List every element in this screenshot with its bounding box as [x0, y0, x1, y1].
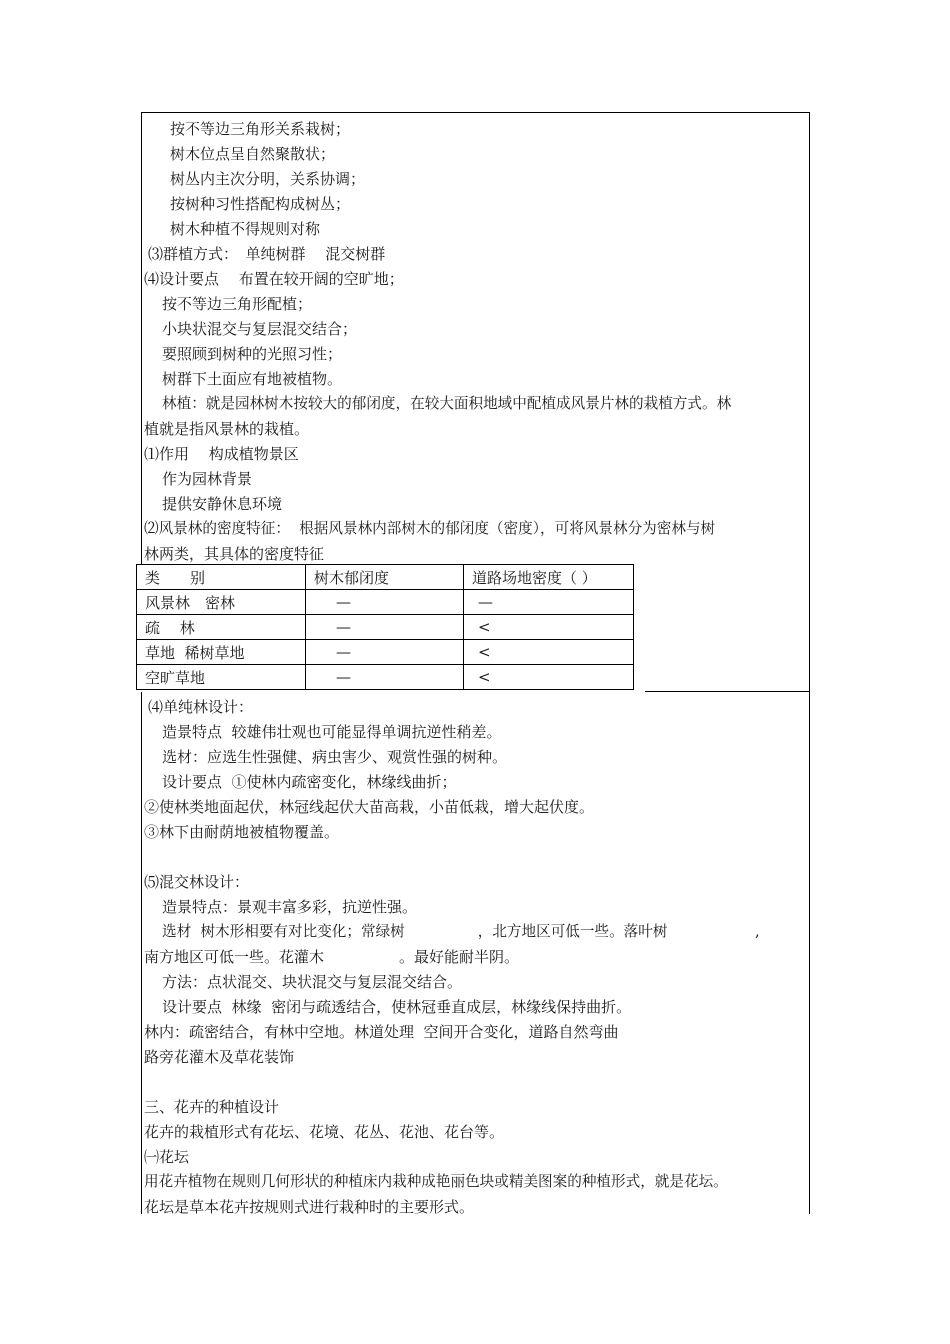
subsection-heading: ㈠花坛 [144, 1148, 190, 1166]
table-header-cell: 树木郁闭度 [306, 565, 464, 590]
text-line: 设计要点 ①使林内疏密变化，林缘线曲折； [162, 773, 457, 791]
text-line: ⑷单纯林设计： [148, 698, 254, 716]
text-line: 林两类，其具体的密度特征 [144, 545, 325, 563]
table-cell: < [464, 615, 634, 640]
text-line: 林内：疏密结合，有林中空地。林道处理 空间开合变化，道路自然弯曲 [144, 1023, 619, 1041]
text-line: ⑵风景林的密度特征： 根据风景林内部树木的郁闭度（密度），可将风景林分为密林与树 [144, 520, 716, 537]
text-line: 树丛内主次分明，关系协调； [170, 170, 366, 188]
table-right-border [809, 112, 810, 1214]
text-line: 植就是指风景林的栽植。 [144, 420, 310, 438]
text-line: 作为园林背景 [162, 470, 253, 488]
text-line: 树木位点呈自然聚散状； [170, 145, 336, 163]
table-row [137, 665, 634, 690]
table-cell: — [306, 665, 464, 690]
text-line: 设计要点 林缘 密闭与疏透结合，使林冠垂直成层，林缘线保持曲折。 [162, 998, 632, 1016]
table-row [137, 590, 634, 615]
table-cell: 风景林 密林 [137, 590, 306, 615]
table-left-border-lower [141, 692, 142, 1214]
text-line: 南方地区可低一些。花灌木 。最好能耐半阴。 [144, 948, 520, 966]
text-line: 林植：就是园林树木按较大的郁闭度，在较大面积地域中配植成风景片林的栽植方式。林 [162, 395, 732, 412]
text-line: ②使林类地面起伏，林冠线起伏大苗高栽，小苗低栽，增大起伏度。 [144, 798, 595, 816]
text-line: ⑷设计要点 布置在较开阔的空旷地； [144, 270, 404, 288]
table-cell: 草地 稀树草地 [137, 640, 306, 665]
text-line: 按不等边三角形配植； [162, 295, 313, 313]
text-line: 要照顾到树种的光照习性； [162, 345, 343, 363]
table-top-border [141, 112, 810, 113]
table-cell: — [464, 590, 634, 615]
text-line: ⑸混交林设计： [144, 873, 250, 891]
density-table [136, 564, 634, 690]
text-line: 按树种习性搭配构成树丛； [170, 195, 351, 213]
text-line: 选材 树木形相要有对比变化；常绿树 ，北方地区可低一些。落叶树 , [162, 923, 760, 940]
table-cell: 疏 林 [137, 615, 306, 640]
table-cell: — [306, 590, 464, 615]
table-left-border-upper [141, 112, 142, 564]
text-line: 按不等边三角形关系栽树； [170, 120, 351, 138]
text-line: 花坛是草本花卉按规则式进行栽种时的主要形式。 [144, 1198, 475, 1216]
text-line: 方法：点状混交、块状混交与复层混交结合。 [162, 973, 463, 991]
table-row [137, 615, 634, 640]
text-line: 树群下土面应有地被植物。 [162, 370, 343, 388]
text-line: 造景特点：景观丰富多彩，抗逆性强。 [162, 898, 418, 916]
text-line: 造景特点 较雄伟壮观也可能显得单调抗逆性稍差。 [162, 723, 502, 741]
table-cell: — [306, 640, 464, 665]
text-line: 树木种植不得规则对称 [170, 220, 321, 238]
text-line: ⑶群植方式： 单纯树群 混交树群 [148, 245, 386, 263]
text-line: 选材：应选生性强健、病虫害少、观赏性强的树种。 [162, 748, 508, 766]
table-inner-border [645, 691, 810, 692]
text-line: ③林下由耐荫地被植物覆盖。 [144, 823, 340, 841]
table-row [137, 640, 634, 665]
text-line: 花卉的栽植形式有花坛、花境、花丛、花池、花台等。 [144, 1123, 505, 1141]
text-line: ⑴作用 构成植物景区 [144, 445, 299, 463]
table-cell: 空旷草地 [137, 665, 306, 690]
table-header-cell: 类 别 [137, 565, 306, 590]
text-line: 路旁花灌木及草花装饰 [144, 1048, 295, 1066]
table-header-cell: 道路场地密度（ ） [464, 565, 634, 590]
text-line: 小块状混交与复层混交结合； [162, 320, 358, 338]
table-cell: < [464, 665, 634, 690]
text-line: 用花卉植物在规则几何形状的种植床内栽种成艳丽色块或精美图案的种植形式，就是花坛。 [144, 1173, 728, 1190]
table-cell: — [306, 615, 464, 640]
table-header-row [137, 565, 634, 590]
section-heading: 三、花卉的种植设计 [144, 1098, 280, 1116]
table-cell: < [464, 640, 634, 665]
text-line: 提供安静休息环境 [162, 495, 283, 513]
